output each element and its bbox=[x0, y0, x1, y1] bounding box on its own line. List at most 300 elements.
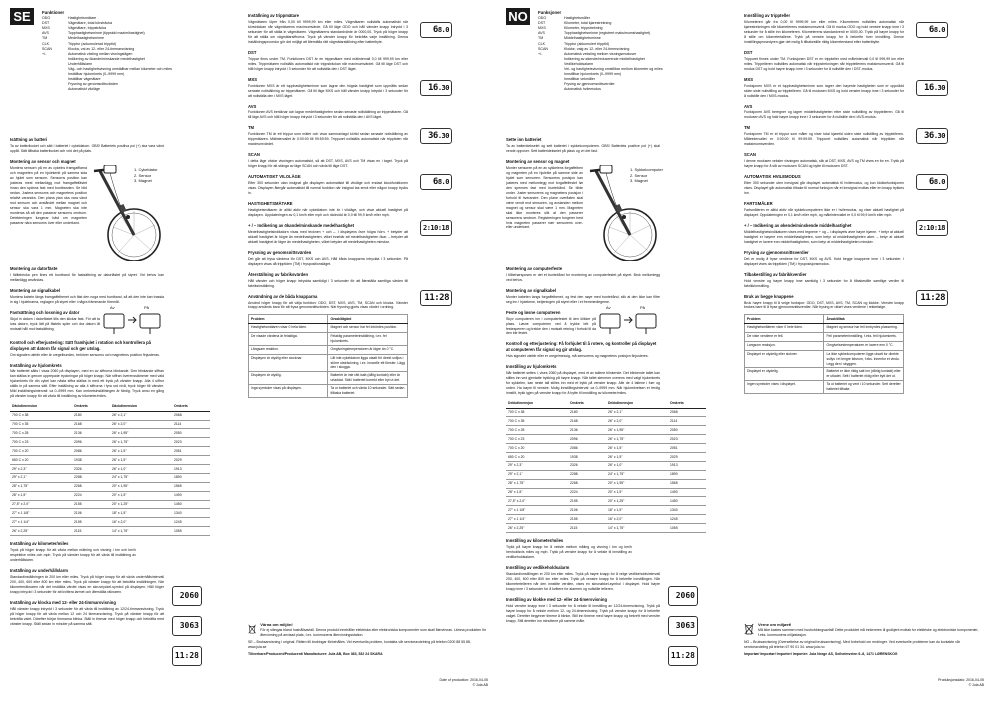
tire-col-header: Omkrets bbox=[668, 399, 706, 408]
brand-text: SE – Bruksanvisning i original. Rätten till ändringar förbehålles. Vid eventuella problem, kontakta vår serviceavdelning på telefon 0200 88 55 88. www.jula.se bbox=[248, 639, 471, 649]
table-cell: 1450 bbox=[172, 500, 210, 509]
table-cell: 20" x 1,95" bbox=[110, 482, 172, 491]
lcd-display-tm: 2:10:18 bbox=[916, 220, 948, 236]
section-text: Hastighetsmätaren är alltid aktiv när cykeldatorn inte är i viloläge, och visar aktuell hastighet på displayen. Uppdateringen av 0,1 km/h eller mph och räckvidd är 0,0 till 99,9 km/h eller mph. bbox=[248, 207, 408, 217]
tire-table-header bbox=[506, 399, 706, 408]
table-row bbox=[745, 351, 904, 368]
table-row bbox=[506, 452, 706, 461]
table-cell: 2096 bbox=[72, 438, 110, 447]
table-row bbox=[249, 384, 408, 397]
table-cell: 1490 bbox=[172, 491, 210, 500]
footer bbox=[248, 622, 488, 687]
section-heading: Frysning av genomsnittsvärden bbox=[248, 249, 312, 255]
section-text: Fartsmåleren er alltid aktiv når sykkelcomputeren ikke er i hvilemodus, og viser aktuell hastighet på displayet. Oppdateringen er 0,1 km/h eller mph, og måleintervallet er 0,0 til 99,9 km/h eller mph. bbox=[744, 207, 904, 217]
table-row bbox=[506, 488, 706, 497]
function-desc: Vägmätare, trippsträcka bbox=[68, 26, 107, 31]
copyright: © Jula AB bbox=[472, 682, 488, 687]
lcd-display-dst: 16.30 bbox=[916, 80, 948, 96]
lcd-clock-small: 11:28 bbox=[668, 646, 698, 666]
section-text: Kilometeren går fra 0,00 til 9999,99 km eller miles. Kilometeren nullstilles automatisk når kjørestrekningen når kilometerens maksimumsverdi. Gå til modus ODO og hold venstre knapp inne i 3 sekunder for å stille inn kilometeren. Kilometerens standardverdi er 0000,00. Trykk på høyre knapp for å stille om kilometertallene. Trykk på venstre knapp for å bekrefte hver innstilling. Denne innstillingsprosedyren gjør det mulig å tilbakestille riktig kilometerstand etter batteribytte. bbox=[744, 19, 904, 44]
computer-mount-heading: Montering av datorfäste bbox=[10, 265, 58, 271]
function-desc: Vägmätare, total körsträcka bbox=[68, 21, 112, 26]
environment-text: För ej slängas bland hushållsavfall. Denna produkt innehåller elektriska eller elektroniska komponenter som skall återvinnas. Lämna produkten för återvinning på anvisad plats, t.ex. kommunens återvinningsstation. bbox=[260, 627, 487, 637]
clock-heading: Innstilling av klokke med 12- eller 24-timersvisning bbox=[506, 596, 608, 602]
table-cell: 24" x 1,75" bbox=[110, 473, 172, 482]
section-heading: Bruk av begge knappene bbox=[744, 293, 794, 299]
table-cell: 2115 bbox=[568, 524, 606, 533]
section-heading: TM bbox=[248, 125, 255, 131]
table-cell: 2288 bbox=[568, 470, 606, 479]
bike-label: 1. Sykkelcomputer bbox=[630, 166, 663, 172]
table-cell: 2050 bbox=[172, 429, 210, 438]
km-text: Tryck på höger knapp för att växla mellan mätning och visning i km och km/h respektive miles och mph. Tryck på vänster knapp för att växla till inställning av underhållslarm. bbox=[10, 548, 136, 563]
table-cell: 28" x 1,5" bbox=[506, 488, 568, 497]
table-row bbox=[10, 527, 210, 536]
language-badge: NO bbox=[506, 8, 530, 25]
table-cell: Ingen symboler vises i displayet. bbox=[745, 381, 824, 394]
table-cell: 2136 bbox=[568, 426, 606, 435]
table-cell: 1340 bbox=[172, 509, 210, 518]
table-cell: 650 C x 20 bbox=[506, 452, 568, 461]
table-cell: 2268 bbox=[72, 482, 110, 491]
table-cell: 29" x 2,1" bbox=[506, 470, 568, 479]
table-cell: 26" x 1,75" bbox=[110, 438, 172, 447]
tire-col-header: Dekkdimensjon bbox=[506, 399, 568, 408]
table-cell: 20" x 1,95" bbox=[606, 479, 668, 488]
tire-col-header: Omkrets bbox=[172, 402, 210, 411]
lcd-display-mxs: 36.30 bbox=[420, 128, 452, 144]
attach-heading: Fastsättning och lossning av dator bbox=[10, 309, 80, 315]
section-heading: Återställning av fabriksvärden bbox=[248, 271, 309, 277]
mounting-text: Monter sensoren på en av sykkelens forgaffelben og magneten på en hjuleike på samme side av hjulet som sensoren. Sensorens posisjon kan justeres med mellomlegg mot forgaffelfestet før den spennes fast med buntebånd. Se bilde under. Juster sensorens og magnetens posisjon i forhold til hverandre. Den plane overflaten skal være vendt mot sensoren, og avstanden mellom magnet og sensor skal være 1 mm. Magneten skal ikke monteres slik at den passerer sensorens sentrum. Registreringen fungerer best hvis magneten passerer nær sensorens over- eller underkant. bbox=[506, 165, 583, 230]
table-row bbox=[10, 447, 210, 456]
table-row bbox=[10, 429, 210, 438]
check-text: Om signalen uteblir eller är oregelbunden, behöver sensorns och magnetens position finjusteras. bbox=[10, 352, 160, 357]
section-text: Funksjonen AVS beregner og lagrer middelhastigheten etter siste nullstilling av tripptelleren. Gå til modusen AVS og hold høyre knapp inne i 3 sekunder for å nullstille den i AVS-modus. bbox=[744, 110, 904, 120]
lcd-service: 3063 bbox=[668, 616, 698, 636]
table-cell: 2096 bbox=[568, 435, 606, 444]
left-column bbox=[10, 132, 188, 627]
attach-image bbox=[100, 310, 164, 338]
table-cell: Inga symboler visas på displayen. bbox=[249, 384, 328, 397]
table-cell: 2180 bbox=[568, 408, 606, 417]
table-cell: 26" x 1,5" bbox=[606, 452, 668, 461]
table-cell: 2155 bbox=[72, 518, 110, 527]
table-row bbox=[249, 333, 408, 346]
table-cell: 700 C x 38 bbox=[10, 411, 72, 420]
bike-labels bbox=[630, 167, 670, 184]
mounting-heading: Montering av sensor og magnet bbox=[506, 158, 570, 164]
km-text: Trykk på høyre knapp for å veksle mellom måling og visning i km og km/h henholdsvis miles og mph. Trykk på venstre knapp for å veksle til innstilling av vedlikeholdsalarm. bbox=[506, 544, 632, 559]
function-desc: Automatisk växling mellan visningslägen bbox=[68, 51, 133, 56]
on-label: På bbox=[144, 304, 149, 310]
battery-heading: Sette inn batteriet bbox=[506, 137, 542, 142]
function-desc: Klokke, valg av 12- eller 24-timersvisning bbox=[564, 46, 630, 51]
bike-label: 2. Sensor bbox=[134, 172, 152, 178]
tire-table-header bbox=[10, 402, 210, 411]
table-cell: Låt inte cykeldatorn ligga utsatt för direkt solljus i större utsträckning, i.ex. innanför ett fönster. Lägg den i skugga. bbox=[328, 354, 408, 371]
table-cell: 1245 bbox=[172, 518, 210, 527]
trouble-col-header: Problem bbox=[249, 315, 328, 324]
lcd-display-clock: 11:28 bbox=[916, 290, 948, 306]
table-row bbox=[506, 408, 706, 417]
function-code: MXS bbox=[538, 26, 546, 31]
table-cell: 26" x 2,25" bbox=[10, 527, 72, 536]
function-desc: Väg- och hastighetsvisning omställbar mellan kilometer och miles bbox=[68, 67, 172, 72]
table-cell: 1890 bbox=[668, 470, 706, 479]
table-row bbox=[506, 417, 706, 426]
production-date: Date of production: 2016-04-05 bbox=[439, 678, 488, 682]
environment-heading: Värna om miljön! bbox=[260, 622, 293, 627]
section-heading: AVS bbox=[248, 103, 257, 109]
function-desc: Kilometer, trippstrekning bbox=[564, 26, 603, 31]
function-desc: Hastighetsmätare bbox=[68, 16, 97, 21]
on-label: På bbox=[640, 304, 645, 310]
section-heading: Inställning av trippmätare bbox=[248, 13, 299, 18]
table-row bbox=[10, 509, 210, 518]
clock-text: Hold venstre knapp inne i 3 sekunder for å veksle til innstilling av 12/24-timersvisning. Trykk på høyre knapp for å veksle mellom 12- og 24-timersvisning. Trykk på venstre knapp for å bekrefte valget. Deretter begynner timene å blinke. Still inn timene med høyre knapp og bekreft med venstre knapp. Still deretter inn minuttene på samme måte. bbox=[506, 603, 660, 623]
lcd-display-odo: 68.0 bbox=[420, 22, 452, 38]
function-code: AVS bbox=[538, 31, 545, 36]
section-text: I detta läge växlar visningen automatiskt, så att DST, MXS, AVS och TM visas en i taget. Tryck på höger knapp för att stänga av läge SCAN och växla till läge DST. bbox=[248, 159, 408, 169]
table-cell: 700 C x 35 bbox=[506, 417, 568, 426]
service-text: Standardinnstillingen er 200 km eller miles. Trykk på høyre knapp for å velge vedlikeholdsintervall 200, 400, 600 eller 800 km eller miles. Trykk på venstre knapp for å bekrefte innstillingen. Når kilometertelleren når den innstilte verdien, vises en skrunøkkel-symbol i displayet. Hold høyre knapp inne i 3 sekunder for å kvittere for alarmen og nullstille telleren. bbox=[506, 571, 660, 591]
function-desc: Klocka, val av 12- eller 24-timmarsvisning bbox=[68, 46, 135, 51]
section-heading: MXS bbox=[248, 76, 258, 82]
language-badge: SE bbox=[10, 8, 34, 25]
table-cell: 26" x 1,5" bbox=[606, 444, 668, 453]
computer-mount-heading: Montering av computerfeste bbox=[506, 265, 563, 271]
section-heading: SCAN bbox=[744, 152, 756, 158]
table-cell: 1490 bbox=[668, 488, 706, 497]
table-row bbox=[506, 524, 706, 533]
table-cell: 1890 bbox=[172, 473, 210, 482]
trouble-col-header: Problem bbox=[745, 315, 824, 324]
table-cell: La ikke sykkelcomputeren ligge utsatt for direkte sollys i et lengre tidsrom, f.eks. innenfor et vindu. Legg den i skyggen. bbox=[824, 351, 904, 368]
table-cell: 27" x 1 1/8" bbox=[506, 506, 568, 515]
table-cell: 20" x 1,5" bbox=[606, 488, 668, 497]
page-no bbox=[500, 8, 988, 696]
attach-block bbox=[506, 305, 660, 337]
table-row bbox=[249, 372, 408, 385]
table-cell: 700 C x 28 bbox=[506, 426, 568, 435]
table-cell: 1055 bbox=[668, 524, 706, 533]
section-text: Funktionen TM är ett trippur som mäter och visar sammanlagd körtid sedan senaste nollställning av trippmätaren. Mätintervallet är 0:00:00 till 99:59:59. Trippuret nollställs automatiskt när tripptiden når maximumvärdet. bbox=[248, 132, 408, 147]
tire-col-header: Däckdimension bbox=[10, 402, 72, 411]
section-text: Funksjonen MXS er et topphastighetsminne som lagrer den høyeste hastigheten som er oppnådd siden siste nullstilling av tripptelleren. Gå til modusen MXS og hold venstre knapp inne i 3 sekunder for å nullstille den i MXS-modus. bbox=[744, 83, 904, 98]
right-column bbox=[248, 8, 408, 398]
table-cell: Langsom reaksjon. bbox=[745, 342, 824, 351]
right-column bbox=[744, 8, 904, 394]
bike-illustration bbox=[90, 165, 164, 261]
section-heading: FARTSMÅLER bbox=[744, 201, 773, 207]
table-cell: 2106 bbox=[568, 506, 606, 515]
table-cell: Displayet er utydelig eller slokner. bbox=[745, 351, 824, 368]
troubleshooting-table bbox=[248, 314, 408, 397]
brand-text: NO – Bruksanvisning (Oversettelse av original bruksanvisning). Med forbehold om endringer. Ved eventuelle problemer kan du kontakte vår serviceavdeling på telefon 67 90 01 34. www.jula.no bbox=[744, 639, 960, 649]
table-row bbox=[10, 491, 210, 500]
table-cell: 27" x 1 1/4" bbox=[506, 515, 568, 524]
wheel-text: När batteriet sätts i visas 2060 på displayen, med en av siffrorna blinkande. Den blinkande siffran kan ställas in genom upprepade tryckningar på höger knapp. När siffran överensstämmer med vald hjulomkrets för din cykel kan nästa siffra ställas in med ett tryck på vänster knapp. Alla 4 siffror ställs in på samma sätt. Efter inställning av alla 4 siffrorna i fyra ord nivå, tryck höger till vänster. Mild inställningsintervall: ca 0–9999 mm. Kan omkretsinställningen är färdig. Tryck annu en gång på vänster knapp för att växla till inställning av kilometer/miles. bbox=[10, 369, 164, 399]
function-code bbox=[538, 87, 564, 92]
section-text: Funktionen MXS är ett topphastighetsminne som lagrar den högsta hastighet som uppnåtts sedan senaste nollställning av trippmätaren. Gå till läge MXS och håll vänster knapp intryckt i 3 sekunder för att nollställa den i MXS läget. bbox=[248, 83, 408, 98]
section-text: I denne modusen veksler visningen automatisk, slik at DST, MXS, AVS og TM vises en for en. Trykk på høyre knapp for å slå av modusen SCAN og bytte til modusen DST. bbox=[744, 159, 904, 169]
check-heading: Kontroll och efterjustering: Sätt framhjulet i rotation och kontrollera på displayen att datorn får signal och ger utslag. bbox=[10, 339, 151, 351]
lcd-display-avs: 68.0 bbox=[420, 174, 452, 190]
function-code: SCAN bbox=[42, 46, 52, 51]
table-cell: 700 C x 23 bbox=[506, 435, 568, 444]
function-desc: Automatisk hvilemodus bbox=[564, 87, 601, 92]
function-desc: Inställbar vägmätare bbox=[68, 77, 101, 82]
functions-title: Funktioner bbox=[42, 10, 65, 15]
function-code: ODO bbox=[42, 16, 51, 21]
table-row bbox=[10, 482, 210, 491]
table-cell: 26" x 2,25" bbox=[506, 524, 568, 533]
section-text: Funksjonen TM er et trippur som måler og viser total kjøretid siden siste nullstilling av tripptelleren. Måleintervallet er 0:00:00 til 99:59:59. Trippuret nullstilles automatisk når tripptiden når maksimumsverdien. bbox=[744, 132, 904, 147]
lcd-display-odo: 68.0 bbox=[916, 22, 948, 38]
table-cell: 2268 bbox=[568, 479, 606, 488]
table-cell: 16" x 2,0" bbox=[606, 515, 668, 524]
table-cell: 2051 bbox=[668, 444, 706, 453]
section-heading: TM bbox=[744, 125, 751, 131]
function-desc: Automatiskt viloläge bbox=[68, 87, 100, 92]
lcd-clock-small: 11:28 bbox=[172, 646, 202, 666]
check-heading: Kontroll og etterjustering: Få forhjulet til å rotere, og kontroller på displayet at computeren får signal og gir utslag. bbox=[506, 341, 657, 353]
lcd-display-dst: 16.30 bbox=[420, 80, 452, 96]
table-row bbox=[506, 497, 706, 506]
table-row bbox=[745, 324, 904, 333]
function-desc: Frysing av gjennomsnittsverdier bbox=[564, 82, 615, 87]
table-cell: 700 C x 20 bbox=[506, 444, 568, 453]
recycle-bin-icon bbox=[248, 622, 256, 636]
table-cell: 2155 bbox=[72, 500, 110, 509]
service-text: Standardinställningen är 200 km eller miles. Tryck på höger knapp för att växla underhållsintervall 200, 400, 600 eller 800 km eller miles. Tryck på vänster knapp för att bekräfta inställningen. När kilometerräknaren når det inställda värdet visas en skruvnyckel-symbol på displayen. Håll höger knapp intryckt i 3 sekunder för att kvittera larmet och återställa räknaren. bbox=[10, 574, 164, 594]
table-cell: 2086 bbox=[72, 447, 110, 456]
attach-illustration bbox=[596, 305, 660, 335]
lcd-wheel: 2060 bbox=[172, 586, 202, 606]
function-code: MXS bbox=[42, 26, 50, 31]
signal-cable-text: Monter kabelen langs forgaffelbenet, og fest den nøye med buntebånd, slik at den ikke kan filtre seg inn i hjulekene, betjeningen på styret eller i et fremmedlegeme. bbox=[506, 294, 660, 304]
section-heading: Innstilling av trippteller bbox=[744, 13, 791, 18]
function-desc: Innstillbar vekmåler bbox=[564, 77, 595, 82]
table-cell: 20" x 1,25" bbox=[606, 497, 668, 506]
tire-col-header: Omkrets bbox=[568, 399, 606, 408]
table-cell: 2155 bbox=[568, 497, 606, 506]
section-heading: HASTIGHETSMÄTARE bbox=[248, 201, 293, 207]
table-cell: 16" x 2,0" bbox=[110, 518, 172, 527]
importer-text: Importør/ Importør/ Importer/ Importer: Jula Norge AS, Solheimveien 6–8, 1471 LØRENSKOG bbox=[744, 651, 898, 656]
lcd-display-tm: 2:10:18 bbox=[420, 220, 452, 236]
table-row bbox=[506, 479, 706, 488]
table-row bbox=[506, 506, 706, 515]
trouble-col-header: Orsak/åtgärd bbox=[328, 315, 408, 324]
table-cell: 2050 bbox=[668, 426, 706, 435]
lcd-display-mxs: 36.30 bbox=[916, 128, 948, 144]
service-heading: Inställning av underhållslarm bbox=[10, 567, 68, 573]
table-cell: 2114 bbox=[668, 417, 706, 426]
section-heading: + / – Indikering av ökande/minskande medelhastighet bbox=[248, 222, 355, 228]
tire-col-header: Omkrets bbox=[72, 402, 110, 411]
table-cell: 2023 bbox=[172, 438, 210, 447]
function-code: DST bbox=[538, 21, 546, 26]
section-heading: AUTOMATISKT VILOLÄGE bbox=[248, 174, 301, 180]
function-desc: Indikering av ökande/minskande medelhastighet bbox=[68, 56, 145, 61]
table-cell: Batteriet er ikke riktig satt inn (dårlig kontakt) eller er utladet. Sett i batteriet riktig eller bytt det ut. bbox=[824, 368, 904, 381]
table-cell: 2068 bbox=[668, 408, 706, 417]
bike-label: 3. Magnet bbox=[630, 178, 648, 184]
table-cell: 26" x 1,95" bbox=[606, 426, 668, 435]
table-cell: 2106 bbox=[72, 509, 110, 518]
table-row bbox=[10, 500, 210, 509]
table-cell: 700 C x 28 bbox=[10, 429, 72, 438]
bike-label: 3. Magnet bbox=[134, 178, 152, 184]
function-code: TM bbox=[42, 36, 48, 41]
table-cell: Magnet och sensor har fel inbördes position. bbox=[328, 324, 408, 333]
table-row bbox=[249, 354, 408, 371]
table-cell: 700 C x 38 bbox=[506, 408, 568, 417]
table-cell: 27,5" x 2,0" bbox=[10, 500, 72, 509]
table-cell: 26" x 2,0" bbox=[110, 420, 172, 429]
table-cell: 28" x 1,75" bbox=[506, 479, 568, 488]
table-row bbox=[506, 470, 706, 479]
function-desc: Topphastighetsminne (registrert maksimumshastighet) bbox=[564, 31, 651, 36]
attach-image bbox=[596, 310, 660, 338]
page-se bbox=[4, 8, 492, 696]
function-code: ODO bbox=[538, 16, 547, 21]
attach-text: Skjut in datorn i datorfästet tills den klickar fast. För att ta loss datorn, tryck lätt på fästets spärr och dra datorn åt motsatt håll mot fastsättning. bbox=[10, 316, 100, 331]
signal-cable-heading: Montering av signalkabel bbox=[10, 287, 61, 293]
environment-text: Må ikke kastes sammen med husholdningsavfall! Dette produktet må innleveres til godkjent mottak for elektriske og elektroniske komponenter, f.eks. kommunens miljøstasjon. bbox=[758, 627, 979, 637]
table-cell: 2051 bbox=[172, 447, 210, 456]
battery-text: Ta av batterilocket och sätt i batteriet i cykeldatorn. OBS! Batteriets positiva pol (+) ska vara vänd uppåt. Sätt tillbaka batterilocket och vrid det på plats. bbox=[10, 143, 164, 153]
section-heading: AUTOMATISK HVILEMODUS bbox=[744, 174, 801, 180]
mounting-block bbox=[10, 165, 164, 261]
production-date: Produksjonsdato: 2016-04-05 bbox=[938, 678, 984, 682]
table-cell: Displayen är otydlig. bbox=[249, 372, 328, 385]
troubleshooting-table bbox=[744, 314, 904, 393]
function-desc: Middelhastighetsminne bbox=[564, 36, 601, 41]
section-text: Hold venstre og høyre knapp inne samtidig i 3 sekunder for å tilbakestille samtlige verdier til fabrikkinnstilling. bbox=[744, 278, 904, 288]
function-desc: Indikering av økende/reduserende middelhastighet bbox=[564, 56, 645, 61]
table-cell: 18" x 1,5" bbox=[606, 506, 668, 515]
environment-heading: Verne om miljøet! bbox=[758, 622, 792, 627]
function-row bbox=[42, 87, 242, 92]
table-cell: Displayet er utydelig. bbox=[745, 368, 824, 381]
off-label: Av bbox=[606, 304, 611, 310]
section-text: Använd höger knapp för att välja funktion: ODO, DST, MXS, AVS, TM, SCAN och klocka. Vänster knapp används bara för att frysa genomsnittsvärden. När frysning gjorts visas värdet i ordning. bbox=[248, 300, 408, 310]
table-row bbox=[10, 473, 210, 482]
table-row bbox=[10, 465, 210, 474]
section-text: Efter 300 sekunder utan insignal går displayen automatiskt till viloläge och endast klockfunktionen visas. Displayen återgår automatiskt till normal funktion när insignal tas emot eller någon knapp trycks in. bbox=[248, 181, 408, 196]
table-cell: 26" x 1,95" bbox=[110, 429, 172, 438]
table-cell: Felaktig parameterinställning, t.ex. fel hjulomkrets. bbox=[328, 333, 408, 346]
table-cell: 2068 bbox=[172, 411, 210, 420]
table-cell: 2029 bbox=[172, 456, 210, 465]
tire-table bbox=[10, 402, 210, 536]
table-cell: 28" x 1,75" bbox=[10, 482, 72, 491]
table-cell: 700 C x 23 bbox=[10, 438, 72, 447]
table-cell: 700 C x 20 bbox=[10, 447, 72, 456]
table-cell: 26" x 1,75" bbox=[606, 435, 668, 444]
function-desc: Frysning av genomsnittsvärden bbox=[68, 82, 118, 87]
table-row bbox=[745, 368, 904, 381]
service-heading: Innstilling av vedlikeholdsalarm bbox=[506, 564, 570, 570]
table-cell: 2326 bbox=[568, 461, 606, 470]
table-cell: Batteriet är inte rätt isatt (dålig kontakt) eller är urladdat. Sätt i batteriet korrekt eller byt ut det. bbox=[328, 372, 408, 385]
table-row bbox=[506, 461, 706, 470]
section-heading: Tilbakestilling av fabrikkverdier bbox=[744, 271, 807, 277]
table-cell: 2168 bbox=[568, 417, 606, 426]
table-cell: 1913 bbox=[172, 465, 210, 474]
table-row bbox=[745, 342, 904, 351]
table-cell: 1055 bbox=[172, 527, 210, 536]
table-cell: 29" x 2,1" bbox=[10, 473, 72, 482]
wheel-heading: Inställning av hjulomkrets bbox=[10, 362, 62, 368]
table-cell: 2224 bbox=[72, 491, 110, 500]
table-cell: 26" x 1,0" bbox=[606, 461, 668, 470]
left-column bbox=[506, 132, 684, 624]
table-cell: 26" x 2,0" bbox=[606, 417, 668, 426]
bike-labels bbox=[134, 167, 174, 184]
function-desc: Medelhastighetsminne bbox=[68, 36, 104, 41]
section-text: Det går att frysa värdena för DST, MXS och AVS. Håll båda knapparna intryckta i 3 sekunder. På displayen visas då tripptiden (TM) i fryspositionsläget. bbox=[248, 256, 408, 266]
function-code: +/- bbox=[42, 51, 47, 56]
functions-rows bbox=[42, 16, 242, 92]
function-desc: Tripptur (akkumulert tripptid) bbox=[564, 41, 610, 46]
table-cell: 1913 bbox=[668, 461, 706, 470]
computer-mount-text: I fälltebricka pen fines ett buntband för fastsättning av datorfästet på styret. Vid behov kan mellanlägg användas. bbox=[10, 272, 164, 282]
off-label: Av bbox=[110, 304, 115, 310]
function-desc: Tripptur (ackumulerad tripptid) bbox=[68, 41, 116, 46]
table-cell: 2326 bbox=[72, 465, 110, 474]
table-cell: De viste verdiene er feil. bbox=[745, 333, 824, 342]
production-info bbox=[440, 678, 488, 688]
table-row bbox=[506, 435, 706, 444]
function-desc: Topphastighetsminne (tippsidd maximihastighet) bbox=[68, 31, 145, 36]
function-code: CLK bbox=[42, 41, 49, 46]
km-heading: Innstilling av kilometer/miles bbox=[506, 537, 564, 543]
bike-illustration bbox=[586, 165, 663, 261]
section-heading: SCAN bbox=[248, 152, 260, 158]
battery-heading: Isättning av batteri bbox=[10, 137, 48, 142]
recycle-bin-icon bbox=[744, 622, 754, 636]
table-cell: 26" x 2,1" bbox=[110, 411, 172, 420]
function-code: AVS bbox=[42, 31, 49, 36]
table-cell: 1565 bbox=[172, 482, 210, 491]
table-cell: 2155 bbox=[568, 515, 606, 524]
table-cell: 26" x 1,0" bbox=[110, 465, 172, 474]
attach-heading: Feste og løsne computeren bbox=[506, 309, 561, 315]
table-cell: 650 C x 20 bbox=[10, 456, 72, 465]
tire-col-header: Däckdimension bbox=[110, 402, 172, 411]
table-row bbox=[10, 438, 210, 447]
tire-col-header: Dekkdimensjon bbox=[606, 399, 668, 408]
function-desc: Underhållslarm bbox=[68, 61, 93, 66]
function-desc: Hastighetsmåler bbox=[564, 16, 590, 21]
function-code: SCAN bbox=[538, 46, 548, 51]
table-cell: Displayen är otydlig eller slocknar. bbox=[249, 354, 328, 371]
table-cell: 1565 bbox=[668, 479, 706, 488]
table-cell: 1340 bbox=[668, 506, 706, 515]
signal-cable-heading: Montering av signalkabel bbox=[506, 287, 557, 293]
km-heading: Inställning av kilometer/miles bbox=[10, 541, 69, 547]
table-cell: 2136 bbox=[72, 429, 110, 438]
lcd-display-clock: 11:28 bbox=[420, 290, 452, 306]
table-cell: 29" x 2,3" bbox=[10, 465, 72, 474]
table-cell: 27" x 1 1/4" bbox=[10, 518, 72, 527]
table-row bbox=[249, 324, 408, 333]
table-cell: 2029 bbox=[668, 452, 706, 461]
